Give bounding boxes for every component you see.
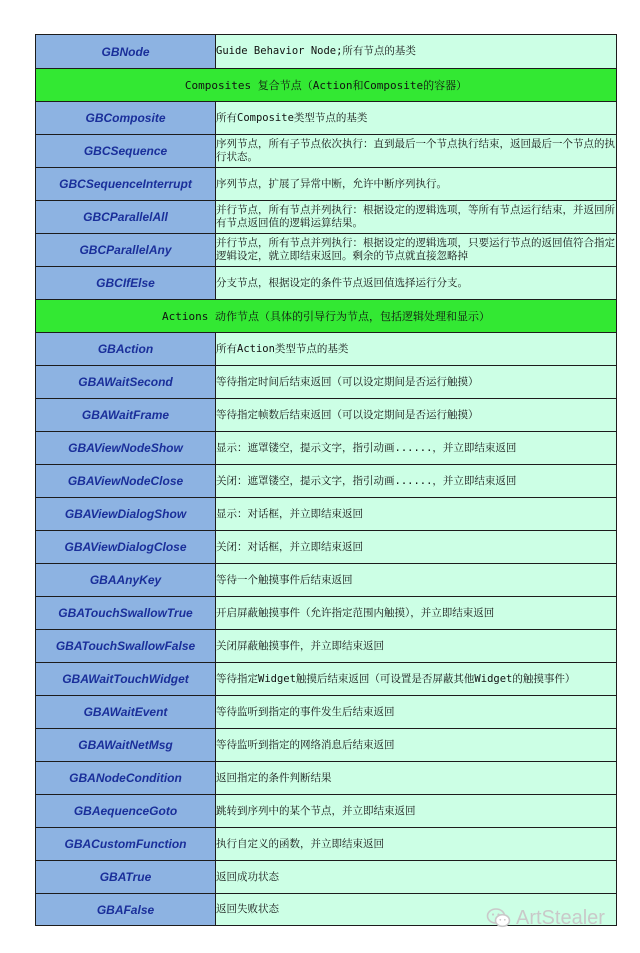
node-name: GBATrue (36, 861, 216, 894)
node-desc: 序列节点，所有子节点依次执行：直到最后一个节点执行结束，返回最后一个节点的执行状态。 (216, 135, 617, 168)
node-name: GBATouchSwallowTrue (36, 597, 216, 630)
table-row (36, 432, 617, 465)
node-name: GBAViewNodeClose (36, 465, 216, 498)
table-row (36, 696, 617, 729)
node-desc: 返回成功状态 (216, 861, 617, 894)
node-desc: 返回失败状态 (216, 894, 617, 926)
table-row (36, 333, 617, 366)
table-row (36, 267, 617, 300)
node-desc: 分支节点，根据设定的条件节点返回值选择运行分支。 (216, 267, 617, 300)
node-name: GBCIfElse (36, 267, 216, 300)
table-row (36, 168, 617, 201)
node-name: GBAWaitFrame (36, 399, 216, 432)
node-desc: 所有Action类型节点的基类 (216, 333, 617, 366)
node-name: GBANodeCondition (36, 762, 216, 795)
node-desc: 所有Composite类型节点的基类 (216, 102, 617, 135)
node-name: GBCParallelAny (36, 234, 216, 267)
node-desc: 等待监听到指定的事件发生后结束返回 (216, 696, 617, 729)
node-desc: 并行节点，所有节点并列执行：根据设定的逻辑选项，等所有节点运行结束，并返回所有节点返回值的逻辑运算结果。 (216, 201, 617, 234)
node-desc: 等待指定Widget触摸后结束返回（可设置是否屏蔽其他Widget的触摸事件） (216, 663, 617, 696)
table-row (36, 366, 617, 399)
node-name: GBAViewDialogClose (36, 531, 216, 564)
table-row (36, 795, 617, 828)
table-row (36, 35, 617, 69)
node-name: GBATouchSwallowFalse (36, 630, 216, 663)
node-desc: 等待监听到指定的网络消息后结束返回 (216, 729, 617, 762)
table-row (36, 630, 617, 663)
table-row (36, 729, 617, 762)
node-desc: 显示：遮罩镂空，提示文字，指引动画......，并立即结束返回 (216, 432, 617, 465)
node-name: GBCSequence (36, 135, 216, 168)
table-row (36, 663, 617, 696)
node-desc: 序列节点，扩展了异常中断，允许中断序列执行。 (216, 168, 617, 201)
node-name: GBComposite (36, 102, 216, 135)
table-row (36, 762, 617, 795)
node-desc: 执行自定义的函数，并立即结束返回 (216, 828, 617, 861)
node-name: GBAWaitNetMsg (36, 729, 216, 762)
node-name: GBACustomFunction (36, 828, 216, 861)
node-name: GBCParallelAll (36, 201, 216, 234)
node-desc: 等待指定时间后结束返回（可以设定期间是否运行触摸） (216, 366, 617, 399)
node-desc: 等待指定帧数后结束返回（可以设定期间是否运行触摸） (216, 399, 617, 432)
table-row (36, 564, 617, 597)
node-desc: 显示：对话框，并立即结束返回 (216, 498, 617, 531)
node-desc: 关闭屏蔽触摸事件，并立即结束返回 (216, 630, 617, 663)
section-title: Actions 动作节点（具体的引导行为节点，包括逻辑处理和显示） (36, 300, 617, 333)
node-name: GBAViewNodeShow (36, 432, 216, 465)
node-name: GBAViewDialogShow (36, 498, 216, 531)
table-row (36, 102, 617, 135)
table-row (36, 531, 617, 564)
table-row (36, 861, 617, 894)
node-desc: 等待一个触摸事件后结束返回 (216, 564, 617, 597)
table-row (36, 201, 617, 234)
node-name: GBCSequenceInterrupt (36, 168, 216, 201)
node-name: GBAequenceGoto (36, 795, 216, 828)
table-row (36, 135, 617, 168)
table-row (36, 498, 617, 531)
node-desc: 跳转到序列中的某个节点，并立即结束返回 (216, 795, 617, 828)
node-name: GBAFalse (36, 894, 216, 926)
node-desc: 关闭：遮罩镂空，提示文字，指引动画......，并立即结束返回 (216, 465, 617, 498)
node-desc: 开启屏蔽触摸事件（允许指定范围内触摸），并立即结束返回 (216, 597, 617, 630)
watermark-text: ArtStealer (516, 906, 605, 929)
node-name: GBAction (36, 333, 216, 366)
node-desc: 并行节点，所有节点并列执行：根据设定的逻辑选项，只要运行节点的返回值符合指定逻辑设定，就立即结束返回。剩余的节点就直接忽略掉 (216, 234, 617, 267)
section-row (36, 300, 617, 333)
node-table (35, 34, 617, 926)
section-row (36, 69, 617, 102)
node-desc: Guide Behavior Node;所有节点的基类 (216, 35, 617, 69)
table-row (36, 234, 617, 267)
node-desc: 关闭：对话框，并立即结束返回 (216, 531, 617, 564)
section-title: Composites 复合节点（Action和Composite的容器） (36, 69, 617, 102)
table-row (36, 597, 617, 630)
node-name: GBAWaitTouchWidget (36, 663, 216, 696)
table-row (36, 465, 617, 498)
table-row (36, 399, 617, 432)
node-name: GBAAnyKey (36, 564, 216, 597)
wechat-icon (486, 907, 512, 929)
node-name: GBAWaitSecond (36, 366, 216, 399)
watermark (486, 905, 622, 931)
node-name: GBAWaitEvent (36, 696, 216, 729)
table-row (36, 828, 617, 861)
node-name: GBNode (36, 35, 216, 69)
node-desc: 返回指定的条件判断结果 (216, 762, 617, 795)
